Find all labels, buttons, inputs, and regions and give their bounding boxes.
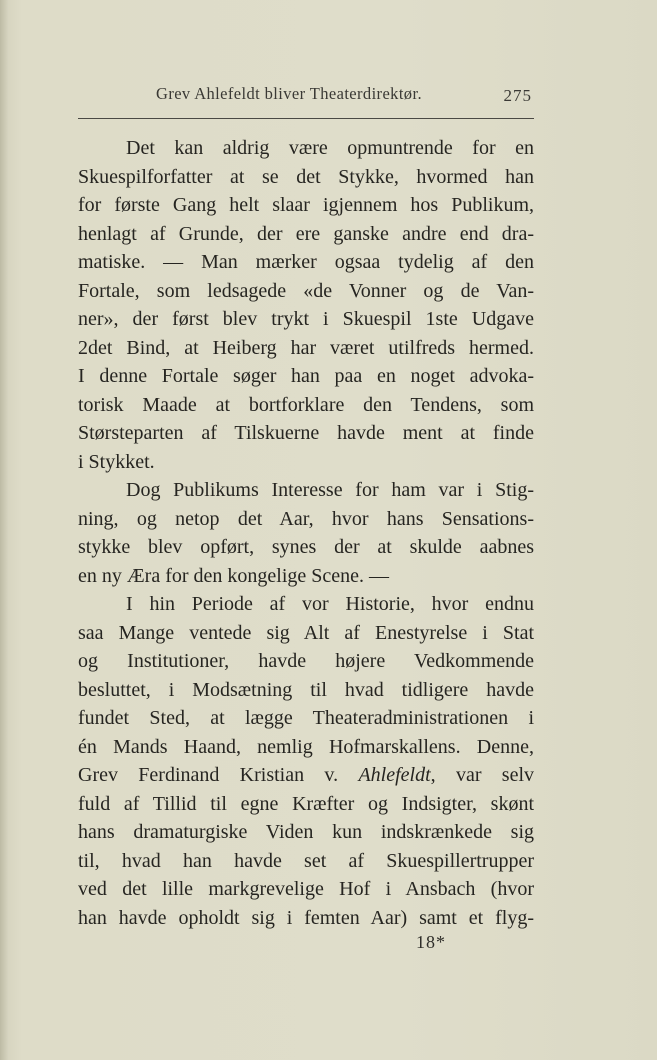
text-line: fuld af Tillid til egne Kræfter og Indsigter, skønt	[78, 792, 534, 815]
text-line: I hin Periode af vor Historie, hvor endnu	[126, 593, 534, 615]
body-text	[78, 134, 534, 932]
text-line: 2det Bind, at Heiberg har været utilfreds hermed.	[78, 336, 534, 359]
text-line: til, hvad han havde set af Skuespillertrupper	[78, 849, 534, 872]
text-line-with-italic	[78, 761, 534, 790]
text-line: én Mands Haand, nemlig Hofmarskallens. Denne,	[78, 735, 534, 758]
text-line: og Institutioner, havde højere Vedkommende	[78, 650, 534, 672]
text-segment: Grev Ferdinand Kristian v.	[78, 764, 339, 786]
text-line: Fortale, som ledsagede «de Vonner og de Van-	[78, 279, 534, 302]
signature-mark: 18*	[416, 932, 446, 952]
italic-name: Ahlefeldt	[358, 764, 431, 786]
text-line: Størsteparten af Tilskuerne havde ment at finde	[78, 422, 534, 444]
header-rule	[78, 118, 534, 119]
binding-edge	[0, 0, 8, 1060]
text-line: han havde opholdt sig i femten Aar) samt et flyg-	[78, 906, 534, 929]
text-line: hans dramaturgiske Viden kun indskrænkede sig	[78, 821, 534, 843]
running-head-title: Grev Ahlefeldt bliver Theaterdirektør.	[156, 84, 422, 103]
text-line: henlagt af Grunde, der ere ganske andre end dra-	[78, 222, 534, 245]
text-line: ning, og netop det Aar, hvor hans Sensations-	[78, 507, 534, 530]
text-line: fundet Sted, at lægge Theateradministrationen i	[78, 707, 534, 729]
text-line: stykke blev opført, synes der at skulde aabnes	[78, 536, 534, 558]
text-segment: , var selv	[430, 764, 534, 786]
text-line: saa Mange ventede sig Alt af Enestyrelse i Stat	[78, 621, 534, 644]
text-line: for første Gang helt slaar igjennem hos Publikum,	[78, 194, 534, 216]
text-line: i Stykket.	[78, 450, 155, 473]
text-line: besluttet, i Modsætning til hvad tidligere havde	[78, 678, 534, 701]
text-line: I denne Fortale søger han paa en noget advoka-	[78, 365, 534, 387]
page-number: 275	[503, 86, 532, 105]
text-line: en ny Æra for den kongelige Scene. —	[78, 564, 390, 587]
text-line: Skuespilforfatter at se det Stykke, hvormed han	[78, 165, 534, 188]
text-line: Det kan aldrig være opmuntrende for en	[126, 137, 534, 159]
text-line: Dog Publikums Interesse for ham var i Stig-	[126, 479, 534, 501]
running-head	[78, 84, 534, 108]
text-line: ner», der først blev trykt i Skuespil 1ste Udgave	[78, 308, 534, 330]
text-line: torisk Maade at bortforklare den Tendens, som	[78, 393, 534, 416]
text-line: ved det lille markgrevelige Hof i Ansbach (hvor	[78, 878, 534, 900]
text-line: matiske. — Man mærker ogsaa tydelig af den	[78, 251, 534, 273]
